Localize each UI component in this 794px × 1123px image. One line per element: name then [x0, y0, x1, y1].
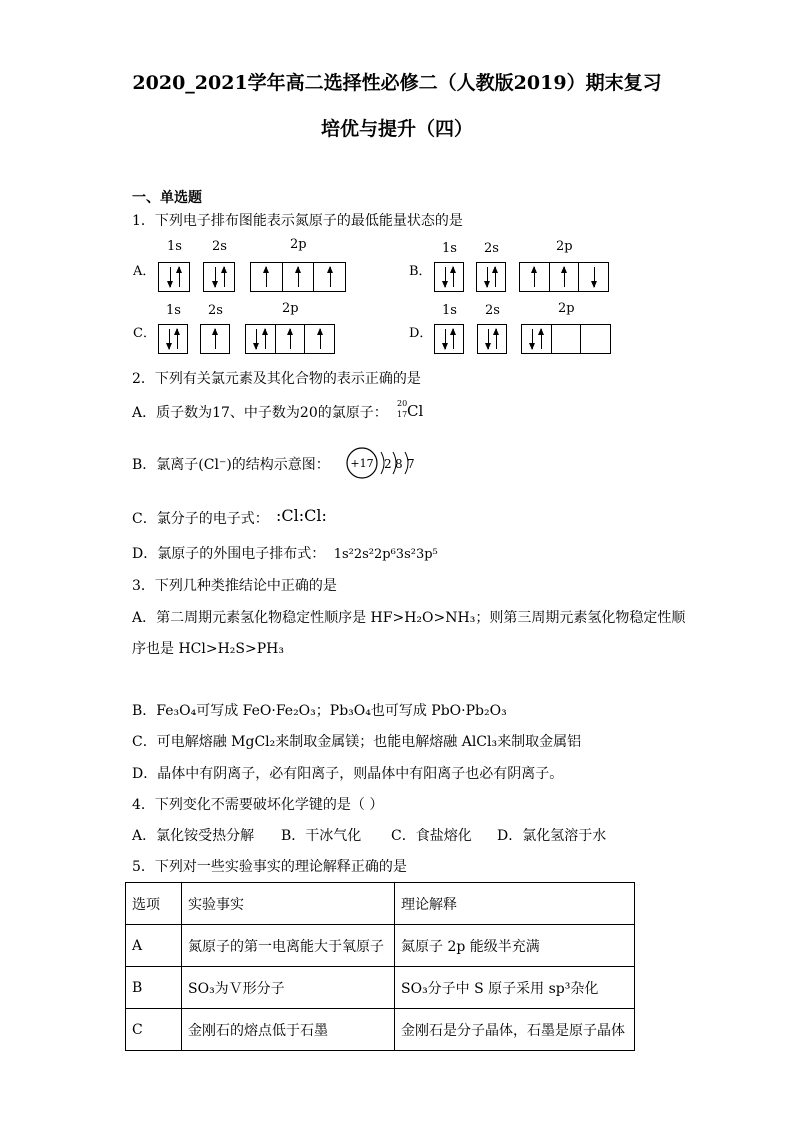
orbital-box	[158, 324, 188, 354]
ion-structure-diagram	[343, 444, 423, 490]
orbital-label-2s: 2s	[208, 303, 223, 318]
q3-option-d: D．晶体中有阴离子，必有阳离子，则晶体中有阳离子也必有阴离子。	[132, 766, 564, 782]
arrow-up-icon	[265, 329, 266, 349]
orbital-cell	[522, 325, 552, 353]
q1-option-b-label: B．	[409, 264, 432, 279]
arrow-up-icon	[298, 267, 299, 287]
q2-option-b: B．氯离子(Cl⁻)的结构示意图：	[132, 457, 330, 473]
orbital-cell	[552, 325, 582, 353]
table-header-row	[126, 883, 635, 925]
table-header-cell: 选项	[126, 883, 182, 925]
orbital-label-1s: 1s	[442, 241, 457, 256]
table-cell: 金刚石是分子晶体，石墨是原子晶体	[395, 1009, 635, 1051]
arrow-up-icon	[177, 329, 178, 349]
q5-table	[125, 882, 635, 1051]
arrow-down-icon	[256, 329, 257, 349]
arrow-up-icon	[541, 329, 542, 349]
arrow-down-icon	[594, 267, 595, 287]
shell-electrons-2: 8	[395, 457, 403, 471]
orbital-label-1s: 1s	[167, 239, 182, 254]
orbital-label-2s: 2s	[485, 303, 500, 318]
orbital-box	[434, 324, 464, 354]
orbital-cell	[435, 325, 463, 353]
orbital-cell	[204, 263, 234, 291]
orbital-cell	[477, 263, 505, 291]
table-header-cell: 实验事实	[182, 883, 395, 925]
arrow-down-icon	[170, 267, 171, 287]
arrow-up-icon	[330, 267, 331, 287]
q1-option-a-label: A．	[133, 264, 156, 279]
orbital-box	[200, 324, 230, 354]
orbital-cell	[283, 263, 315, 291]
orbital-label-2p: 2p	[282, 301, 299, 316]
table-row	[126, 1009, 635, 1051]
q2-option-d	[132, 546, 438, 563]
table-row	[126, 967, 635, 1009]
chlorine-electron-formula: :Cl:Cl:	[276, 506, 327, 525]
q3-option-b: B．Fe₃O₄可写成 FeO·Fe₂O₃；Pb₃O₄也可写成 PbO·Pb₂O₃	[132, 703, 507, 719]
arrow-up-icon	[534, 267, 535, 287]
table-cell: 氮原子 2p 能级半充满	[395, 925, 635, 967]
shell-electrons-1: 2	[384, 457, 392, 471]
orbital-box	[203, 262, 235, 292]
element-symbol: Cl	[407, 402, 424, 420]
q2-option-a-text: A．质子数为17、中子数为20的氯原子：	[132, 405, 388, 421]
orbital-label-2p: 2p	[556, 239, 573, 254]
section-heading: 一、单选题	[132, 190, 202, 206]
q2-option-a	[132, 405, 388, 421]
orbital-cell	[201, 325, 229, 353]
orbital-label-2p: 2p	[290, 237, 307, 252]
arrow-up-icon	[320, 329, 321, 349]
table-cell: 氮原子的第一电离能大于氧原子	[182, 925, 395, 967]
q2-option-d-config: 1s²2s²2p⁶3s²3p⁵	[333, 547, 438, 562]
q2-stem: 2．下列有关氯元素及其化合物的表示正确的是	[132, 371, 421, 387]
q1-option-d-label: D．	[409, 326, 433, 341]
table-cell: 金刚石的熔点低于石墨	[182, 1009, 395, 1051]
q2-option-c: C．氯分子的电子式：	[132, 511, 269, 527]
orbital-label-2s: 2s	[212, 239, 227, 254]
arrow-up-icon	[179, 267, 180, 287]
table-cell: B	[126, 967, 182, 1009]
orbital-box	[519, 262, 609, 292]
q2-option-d-text: D．氯原子的外围电子排布式：	[132, 546, 326, 562]
arrow-down-icon	[487, 267, 488, 287]
q4-option-b: B．干冰气化	[281, 828, 362, 844]
chlorine-isotope-symbol	[397, 399, 427, 425]
orbital-label-2s: 2s	[484, 241, 499, 256]
orbital-cell	[246, 325, 276, 353]
orbital-box	[521, 324, 611, 354]
arrow-down-icon	[488, 329, 489, 349]
arrow-down-icon	[445, 329, 446, 349]
q4-option-a: A．氯化铵受热分解	[132, 828, 255, 844]
q1-stem: 1．下列电子排布图能表示氮原子的最低能量状态的是	[132, 213, 463, 229]
orbital-label-2p: 2p	[558, 301, 575, 316]
orbital-cell	[579, 263, 608, 291]
q1-option-c-label: C．	[133, 326, 156, 341]
q4-stem: 4．下列变化不需要破坏化学键的是（ ）	[132, 797, 384, 813]
orbital-cell	[314, 263, 345, 291]
nucleus-charge: +17	[350, 457, 374, 470]
arrow-down-icon	[445, 267, 446, 287]
orbital-cell	[550, 263, 580, 291]
orbital-label-1s: 1s	[442, 303, 457, 318]
orbital-cell	[435, 263, 463, 291]
table-cell: SO₃分子中 S 原子采用 sp³杂化	[395, 967, 635, 1009]
orbital-cell	[520, 263, 550, 291]
arrow-up-icon	[496, 329, 497, 349]
page-title-line1: 2020_2021学年高二选择性必修二（人教版2019）期末复习	[132, 72, 662, 94]
q5-stem: 5．下列对一些实验事实的理论解释正确的是	[132, 859, 407, 875]
table-cell: A	[126, 925, 182, 967]
arrow-up-icon	[564, 267, 565, 287]
mass-number: 20	[397, 399, 408, 408]
q3-option-c: C．可电解熔融 MgCl₂来制取金属镁；也能电解熔融 AlCl₃来制取金属铝	[132, 734, 582, 750]
orbital-box	[245, 324, 335, 354]
arrow-up-icon	[215, 329, 216, 349]
arrow-down-icon	[169, 329, 170, 349]
table-header-cell: 理论解释	[395, 883, 635, 925]
q3-stem: 3．下列几种类推结论中正确的是	[132, 578, 337, 594]
orbital-box	[477, 324, 507, 354]
orbital-box	[434, 262, 464, 292]
arrow-up-icon	[495, 267, 496, 287]
arrow-up-icon	[453, 329, 454, 349]
orbital-cell	[305, 325, 334, 353]
shell-electrons-3: 7	[407, 457, 415, 471]
orbital-cell	[276, 325, 306, 353]
orbital-cell	[159, 325, 187, 353]
orbital-cell	[251, 263, 283, 291]
orbital-box	[250, 262, 346, 292]
orbital-box	[476, 262, 506, 292]
arrow-up-icon	[266, 267, 267, 287]
orbital-label-1s: 1s	[166, 303, 181, 318]
q3-option-a-line1: A．第二周期元素氢化物稳定性顺序是 HF>H₂O>NH₃；则第三周期元素氢化物稳定性顺	[132, 610, 686, 626]
arrow-down-icon	[532, 329, 533, 349]
q4-option-c: C．食盐熔化	[391, 828, 472, 844]
arrow-up-icon	[224, 267, 225, 287]
q3-option-a-line2: 序也是 HCl>H₂S>PH₃	[132, 641, 284, 657]
orbital-cell	[159, 263, 189, 291]
table-row	[126, 925, 635, 967]
arrow-up-icon	[453, 267, 454, 287]
q4-option-d: D．氯化氢溶于水	[497, 828, 607, 844]
orbital-box	[158, 262, 190, 292]
orbital-cell	[478, 325, 506, 353]
arrow-down-icon	[215, 267, 216, 287]
page-title-line2: 培优与提升（四）	[320, 118, 473, 140]
orbital-cell	[581, 325, 610, 353]
atomic-number: 17	[397, 410, 408, 419]
table-cell: SO₃为Ｖ形分子	[182, 967, 395, 1009]
arrow-up-icon	[290, 329, 291, 349]
table-cell: C	[126, 1009, 182, 1051]
